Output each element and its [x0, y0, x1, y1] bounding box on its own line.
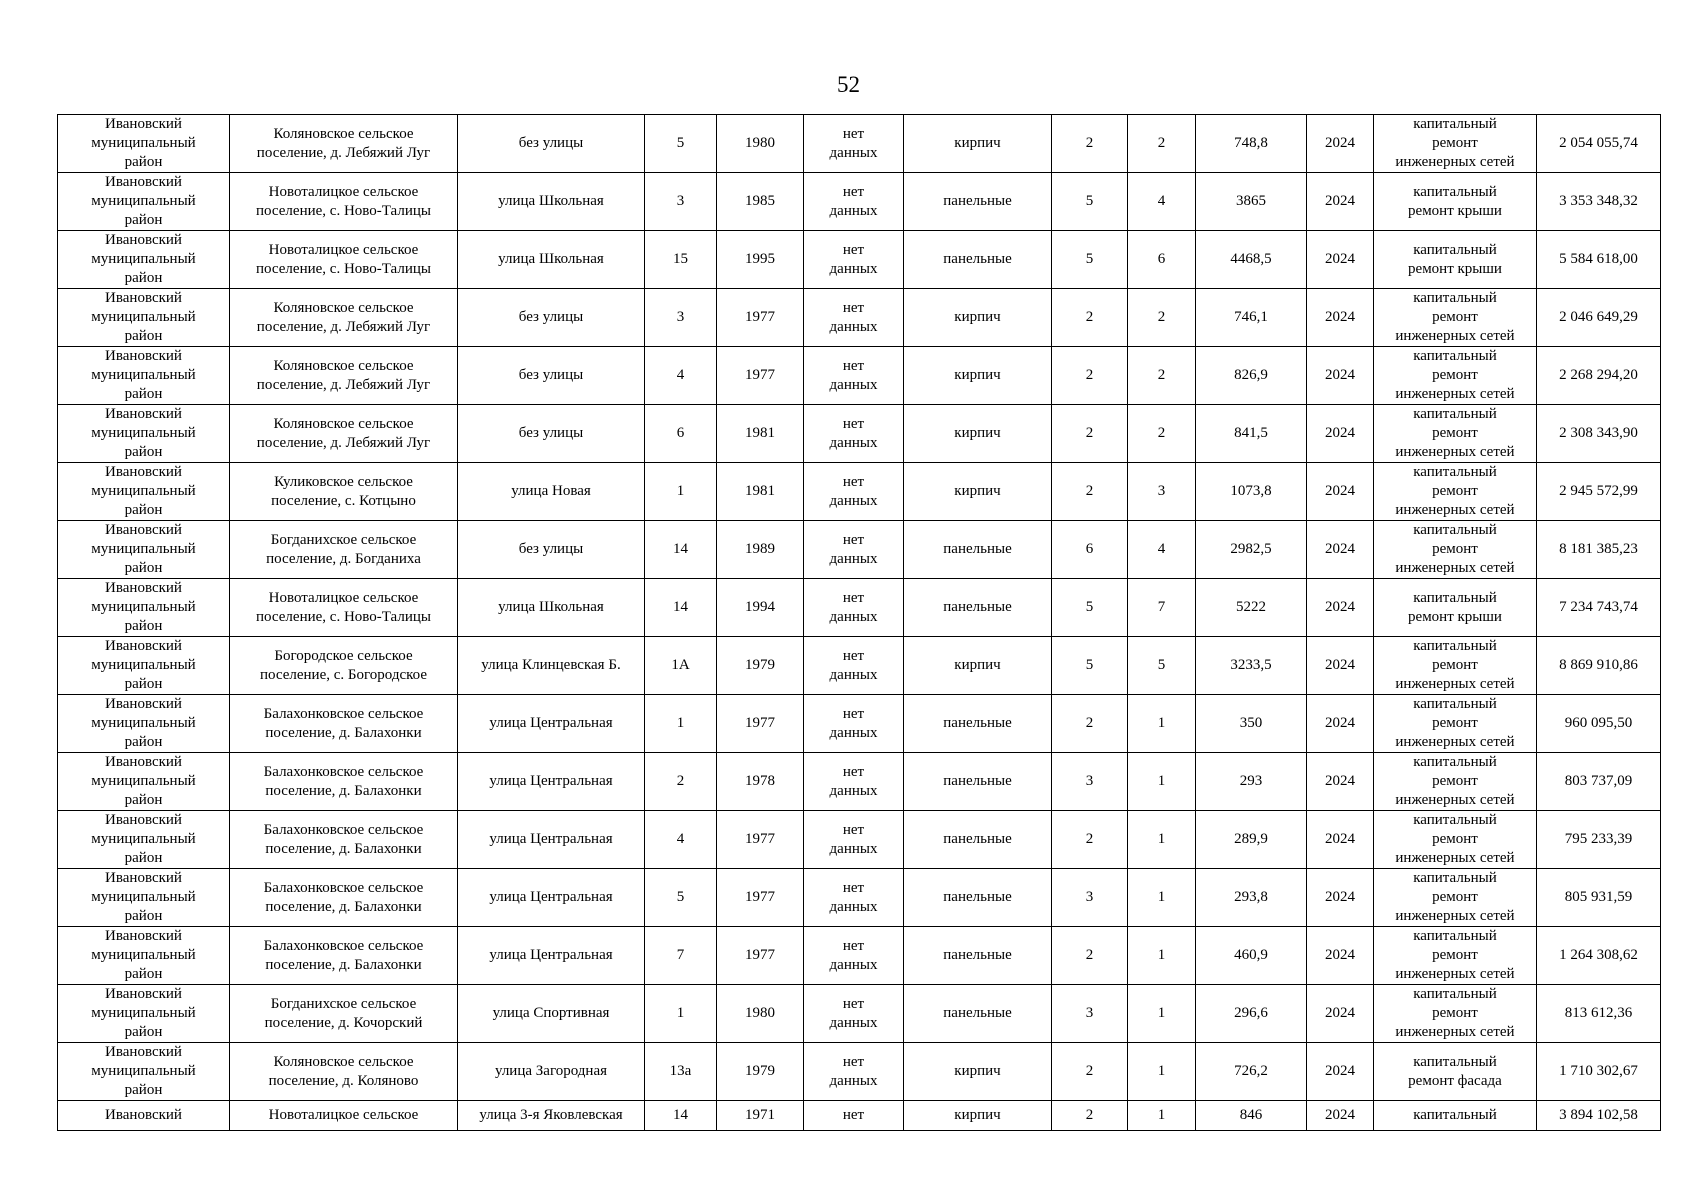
cell-repair-type: капитальный ремонт инженерных сетей: [1374, 521, 1537, 579]
cell-street: улица Клинцевская Б.: [458, 637, 645, 695]
cell-wall-material: кирпич: [904, 463, 1052, 521]
cell-repair-year: 2024: [1307, 463, 1374, 521]
cell-house-number: 6: [645, 405, 717, 463]
cell-info: нет данных: [804, 927, 904, 985]
cell-entrances: 6: [1128, 231, 1196, 289]
cell-year-built: 1977: [717, 869, 804, 927]
cell-wall-material: панельные: [904, 173, 1052, 231]
cell-street: без улицы: [458, 521, 645, 579]
cell-district: Ивановский муниципальный район: [58, 405, 230, 463]
cell-wall-material: кирпич: [904, 637, 1052, 695]
cell-year-built: 1977: [717, 289, 804, 347]
cell-street: улица Спортивная: [458, 985, 645, 1043]
cell-entrances: 1: [1128, 985, 1196, 1043]
table-row: [58, 405, 1661, 463]
cell-house-number: 5: [645, 869, 717, 927]
cell-area: 289,9: [1196, 811, 1307, 869]
cell-house-number: 7: [645, 927, 717, 985]
cell-year-built: 1981: [717, 463, 804, 521]
cell-repair-type: капитальный ремонт крыши: [1374, 579, 1537, 637]
cell-cost: 805 931,59: [1537, 869, 1661, 927]
cell-settlement: Балахонковское сельское поселение, д. Балахонки: [230, 869, 458, 927]
cell-wall-material: кирпич: [904, 347, 1052, 405]
cell-wall-material: панельные: [904, 811, 1052, 869]
cell-settlement: Коляновское сельское поселение, д. Лебяжий Луг: [230, 289, 458, 347]
cell-year-built: 1978: [717, 753, 804, 811]
table-row: [58, 869, 1661, 927]
cell-repair-year: 2024: [1307, 579, 1374, 637]
cell-street: без улицы: [458, 115, 645, 173]
cell-year-built: 1980: [717, 985, 804, 1043]
cell-info: нет данных: [804, 637, 904, 695]
cell-year-built: 1989: [717, 521, 804, 579]
cell-settlement: Балахонковское сельское поселение, д. Балахонки: [230, 753, 458, 811]
cell-cost: 7 234 743,74: [1537, 579, 1661, 637]
cell-floors: 2: [1052, 1043, 1128, 1101]
table-row: [58, 231, 1661, 289]
cell-settlement: Балахонковское сельское поселение, д. Балахонки: [230, 927, 458, 985]
table-row: [58, 811, 1661, 869]
cell-year-built: 1985: [717, 173, 804, 231]
cell-area: 5222: [1196, 579, 1307, 637]
cell-floors: 6: [1052, 521, 1128, 579]
cell-cost: 2 268 294,20: [1537, 347, 1661, 405]
cell-street: улица Новая: [458, 463, 645, 521]
cell-info: нет данных: [804, 463, 904, 521]
cell-house-number: 1: [645, 985, 717, 1043]
cell-street: улица Центральная: [458, 811, 645, 869]
cell-year-built: 1977: [717, 347, 804, 405]
cell-cost: 1 710 302,67: [1537, 1043, 1661, 1101]
cell-entrances: 1: [1128, 927, 1196, 985]
cell-floors: 2: [1052, 811, 1128, 869]
cell-area: 726,2: [1196, 1043, 1307, 1101]
cell-floors: 5: [1052, 173, 1128, 231]
cell-house-number: 14: [645, 521, 717, 579]
cell-cost: 3 894 102,58: [1537, 1101, 1661, 1131]
cell-repair-type: капитальный ремонт инженерных сетей: [1374, 115, 1537, 173]
cell-entrances: 1: [1128, 869, 1196, 927]
cell-info: нет данных: [804, 173, 904, 231]
cell-year-built: 1979: [717, 637, 804, 695]
table-row: [58, 753, 1661, 811]
table-row: [58, 579, 1661, 637]
cell-area: 2982,5: [1196, 521, 1307, 579]
cell-entrances: 2: [1128, 347, 1196, 405]
cell-repair-type: капитальный ремонт крыши: [1374, 231, 1537, 289]
cell-cost: 2 054 055,74: [1537, 115, 1661, 173]
cell-area: 460,9: [1196, 927, 1307, 985]
cell-entrances: 1: [1128, 1101, 1196, 1131]
cell-repair-year: 2024: [1307, 521, 1374, 579]
cell-info: нет данных: [804, 405, 904, 463]
cell-repair-type: капитальный ремонт инженерных сетей: [1374, 695, 1537, 753]
cell-info: нет: [804, 1101, 904, 1131]
cell-street: улица 3-я Яковлевская: [458, 1101, 645, 1131]
table-row: [58, 637, 1661, 695]
cell-wall-material: кирпич: [904, 1043, 1052, 1101]
cell-repair-year: 2024: [1307, 985, 1374, 1043]
cell-year-built: 1980: [717, 115, 804, 173]
cell-street: улица Центральная: [458, 695, 645, 753]
cell-floors: 3: [1052, 753, 1128, 811]
cell-repair-type: капитальный ремонт инженерных сетей: [1374, 347, 1537, 405]
cell-wall-material: панельные: [904, 927, 1052, 985]
cell-repair-year: 2024: [1307, 289, 1374, 347]
cell-district: Ивановский муниципальный район: [58, 1043, 230, 1101]
cell-entrances: 3: [1128, 463, 1196, 521]
cell-repair-type: капитальный ремонт инженерных сетей: [1374, 753, 1537, 811]
cell-wall-material: панельные: [904, 985, 1052, 1043]
cell-info: нет данных: [804, 347, 904, 405]
cell-street: улица Школьная: [458, 231, 645, 289]
cell-floors: 5: [1052, 579, 1128, 637]
cell-floors: 2: [1052, 695, 1128, 753]
cell-district: Ивановский муниципальный район: [58, 463, 230, 521]
cell-repair-type: капитальный ремонт фасада: [1374, 1043, 1537, 1101]
cell-area: 748,8: [1196, 115, 1307, 173]
cell-wall-material: кирпич: [904, 115, 1052, 173]
cell-house-number: 1А: [645, 637, 717, 695]
table-body: [58, 115, 1661, 1131]
cell-area: 3865: [1196, 173, 1307, 231]
cell-area: 841,5: [1196, 405, 1307, 463]
cell-district: Ивановский муниципальный район: [58, 521, 230, 579]
cell-settlement: Коляновское сельское поселение, д. Лебяжий Луг: [230, 405, 458, 463]
cell-district: Ивановский муниципальный район: [58, 811, 230, 869]
cell-cost: 960 095,50: [1537, 695, 1661, 753]
cell-entrances: 1: [1128, 1043, 1196, 1101]
cell-area: 3233,5: [1196, 637, 1307, 695]
cell-info: нет данных: [804, 695, 904, 753]
cell-year-built: 1981: [717, 405, 804, 463]
cell-repair-type: капитальный ремонт крыши: [1374, 173, 1537, 231]
cell-repair-type: капитальный ремонт инженерных сетей: [1374, 289, 1537, 347]
cell-year-built: 1977: [717, 695, 804, 753]
cell-street: улица Школьная: [458, 579, 645, 637]
cell-district: Ивановский муниципальный район: [58, 869, 230, 927]
cell-info: нет данных: [804, 231, 904, 289]
cell-area: 293: [1196, 753, 1307, 811]
cell-entrances: 2: [1128, 405, 1196, 463]
cell-house-number: 5: [645, 115, 717, 173]
cell-settlement: Богородское сельское поселение, с. Богородское: [230, 637, 458, 695]
cell-settlement: Новоталицкое сельское поселение, с. Ново-Талицы: [230, 231, 458, 289]
cell-year-built: 1979: [717, 1043, 804, 1101]
cell-repair-year: 2024: [1307, 405, 1374, 463]
cell-district: Ивановский муниципальный район: [58, 173, 230, 231]
cell-floors: 2: [1052, 289, 1128, 347]
cell-floors: 2: [1052, 927, 1128, 985]
cell-floors: 2: [1052, 1101, 1128, 1131]
cell-house-number: 4: [645, 347, 717, 405]
table-row: [58, 695, 1661, 753]
cell-cost: 3 353 348,32: [1537, 173, 1661, 231]
cell-cost: 8 181 385,23: [1537, 521, 1661, 579]
cell-wall-material: панельные: [904, 869, 1052, 927]
cell-house-number: 3: [645, 289, 717, 347]
cell-floors: 2: [1052, 115, 1128, 173]
cell-district: Ивановский муниципальный район: [58, 695, 230, 753]
cell-repair-type: капитальный ремонт инженерных сетей: [1374, 927, 1537, 985]
cell-wall-material: панельные: [904, 231, 1052, 289]
cell-settlement: Коляновское сельское поселение, д. Лебяжий Луг: [230, 347, 458, 405]
cell-repair-year: 2024: [1307, 231, 1374, 289]
cell-info: нет данных: [804, 753, 904, 811]
cell-repair-type: капитальный ремонт инженерных сетей: [1374, 985, 1537, 1043]
cell-entrances: 4: [1128, 173, 1196, 231]
cell-wall-material: кирпич: [904, 405, 1052, 463]
cell-street: улица Центральная: [458, 869, 645, 927]
cell-repair-year: 2024: [1307, 811, 1374, 869]
cell-repair-type: капитальный ремонт инженерных сетей: [1374, 463, 1537, 521]
cell-settlement: Коляновское сельское поселение, д. Коляново: [230, 1043, 458, 1101]
cell-info: нет данных: [804, 289, 904, 347]
cell-year-built: 1994: [717, 579, 804, 637]
cell-info: нет данных: [804, 579, 904, 637]
table-row: [58, 115, 1661, 173]
cell-floors: 2: [1052, 347, 1128, 405]
cell-settlement: Балахонковское сельское поселение, д. Балахонки: [230, 811, 458, 869]
cell-area: 350: [1196, 695, 1307, 753]
cell-repair-type: капитальный ремонт инженерных сетей: [1374, 811, 1537, 869]
cell-repair-type: капитальный ремонт инженерных сетей: [1374, 637, 1537, 695]
cell-floors: 5: [1052, 231, 1128, 289]
cell-area: 293,8: [1196, 869, 1307, 927]
cell-wall-material: панельные: [904, 521, 1052, 579]
cell-area: 746,1: [1196, 289, 1307, 347]
cell-year-built: 1977: [717, 811, 804, 869]
cell-entrances: 1: [1128, 811, 1196, 869]
cell-settlement: Коляновское сельское поселение, д. Лебяжий Луг: [230, 115, 458, 173]
table-row: [58, 463, 1661, 521]
cell-wall-material: кирпич: [904, 289, 1052, 347]
cell-district: Ивановский муниципальный район: [58, 927, 230, 985]
page-number: 52: [837, 72, 860, 97]
cell-repair-year: 2024: [1307, 869, 1374, 927]
cell-settlement: Богданихское сельское поселение, д. Богданиха: [230, 521, 458, 579]
cell-area: 1073,8: [1196, 463, 1307, 521]
cell-district: Ивановский муниципальный район: [58, 115, 230, 173]
cell-repair-year: 2024: [1307, 173, 1374, 231]
cell-house-number: 14: [645, 1101, 717, 1131]
cell-year-built: 1977: [717, 927, 804, 985]
housing-registry-table: [57, 114, 1661, 1131]
cell-floors: 5: [1052, 637, 1128, 695]
cell-district: Ивановский муниципальный район: [58, 289, 230, 347]
cell-street: улица Центральная: [458, 753, 645, 811]
cell-street: без улицы: [458, 405, 645, 463]
cell-wall-material: панельные: [904, 753, 1052, 811]
cell-cost: 1 264 308,62: [1537, 927, 1661, 985]
table-row: [58, 347, 1661, 405]
cell-repair-type: капитальный: [1374, 1101, 1537, 1131]
cell-info: нет данных: [804, 521, 904, 579]
cell-repair-year: 2024: [1307, 347, 1374, 405]
cell-area: 826,9: [1196, 347, 1307, 405]
cell-entrances: 2: [1128, 115, 1196, 173]
cell-cost: 5 584 618,00: [1537, 231, 1661, 289]
cell-settlement: Новоталицкое сельское поселение, с. Ново-Талицы: [230, 579, 458, 637]
cell-street: без улицы: [458, 347, 645, 405]
cell-repair-year: 2024: [1307, 637, 1374, 695]
cell-floors: 3: [1052, 985, 1128, 1043]
cell-district: Ивановский муниципальный район: [58, 231, 230, 289]
cell-info: нет данных: [804, 811, 904, 869]
cell-house-number: 15: [645, 231, 717, 289]
cell-settlement: Балахонковское сельское поселение, д. Балахонки: [230, 695, 458, 753]
cell-district: Ивановский муниципальный район: [58, 579, 230, 637]
cell-street: улица Центральная: [458, 927, 645, 985]
cell-cost: 2 945 572,99: [1537, 463, 1661, 521]
table-row: [58, 927, 1661, 985]
cell-repair-year: 2024: [1307, 695, 1374, 753]
cell-cost: 813 612,36: [1537, 985, 1661, 1043]
cell-floors: 2: [1052, 463, 1128, 521]
cell-repair-year: 2024: [1307, 115, 1374, 173]
cell-settlement: Богданихское сельское поселение, д. Кочорский: [230, 985, 458, 1043]
cell-entrances: 2: [1128, 289, 1196, 347]
cell-cost: 803 737,09: [1537, 753, 1661, 811]
cell-district: Ивановский: [58, 1101, 230, 1131]
cell-district: Ивановский муниципальный район: [58, 637, 230, 695]
cell-district: Ивановский муниципальный район: [58, 753, 230, 811]
cell-entrances: 7: [1128, 579, 1196, 637]
cell-info: нет данных: [804, 985, 904, 1043]
cell-info: нет данных: [804, 869, 904, 927]
cell-repair-year: 2024: [1307, 1101, 1374, 1131]
table-row: [58, 1101, 1661, 1131]
cell-area: 296,6: [1196, 985, 1307, 1043]
cell-repair-type: капитальный ремонт инженерных сетей: [1374, 405, 1537, 463]
table-row: [58, 1043, 1661, 1101]
cell-wall-material: панельные: [904, 579, 1052, 637]
cell-house-number: 13а: [645, 1043, 717, 1101]
cell-settlement: Новоталицкое сельское: [230, 1101, 458, 1131]
cell-cost: 2 308 343,90: [1537, 405, 1661, 463]
cell-area: 846: [1196, 1101, 1307, 1131]
cell-info: нет данных: [804, 1043, 904, 1101]
cell-house-number: 1: [645, 463, 717, 521]
cell-street: улица Загородная: [458, 1043, 645, 1101]
cell-settlement: Новоталицкое сельское поселение, с. Ново-Талицы: [230, 173, 458, 231]
cell-district: Ивановский муниципальный район: [58, 347, 230, 405]
cell-house-number: 14: [645, 579, 717, 637]
cell-area: 4468,5: [1196, 231, 1307, 289]
cell-floors: 2: [1052, 405, 1128, 463]
table-row: [58, 289, 1661, 347]
cell-repair-year: 2024: [1307, 753, 1374, 811]
cell-entrances: 1: [1128, 695, 1196, 753]
cell-cost: 2 046 649,29: [1537, 289, 1661, 347]
cell-house-number: 3: [645, 173, 717, 231]
cell-cost: 795 233,39: [1537, 811, 1661, 869]
cell-street: без улицы: [458, 289, 645, 347]
cell-repair-year: 2024: [1307, 927, 1374, 985]
cell-district: Ивановский муниципальный район: [58, 985, 230, 1043]
table-row: [58, 521, 1661, 579]
table-row: [58, 173, 1661, 231]
table-row: [58, 985, 1661, 1043]
cell-repair-year: 2024: [1307, 1043, 1374, 1101]
cell-entrances: 4: [1128, 521, 1196, 579]
cell-wall-material: кирпич: [904, 1101, 1052, 1131]
cell-entrances: 5: [1128, 637, 1196, 695]
cell-cost: 8 869 910,86: [1537, 637, 1661, 695]
cell-year-built: 1995: [717, 231, 804, 289]
cell-info: нет данных: [804, 115, 904, 173]
cell-settlement: Куликовское сельское поселение, с. Котцыно: [230, 463, 458, 521]
cell-entrances: 1: [1128, 753, 1196, 811]
cell-house-number: 2: [645, 753, 717, 811]
cell-house-number: 1: [645, 695, 717, 753]
cell-street: улица Школьная: [458, 173, 645, 231]
cell-wall-material: панельные: [904, 695, 1052, 753]
cell-year-built: 1971: [717, 1101, 804, 1131]
cell-floors: 3: [1052, 869, 1128, 927]
cell-house-number: 4: [645, 811, 717, 869]
cell-repair-type: капитальный ремонт инженерных сетей: [1374, 869, 1537, 927]
